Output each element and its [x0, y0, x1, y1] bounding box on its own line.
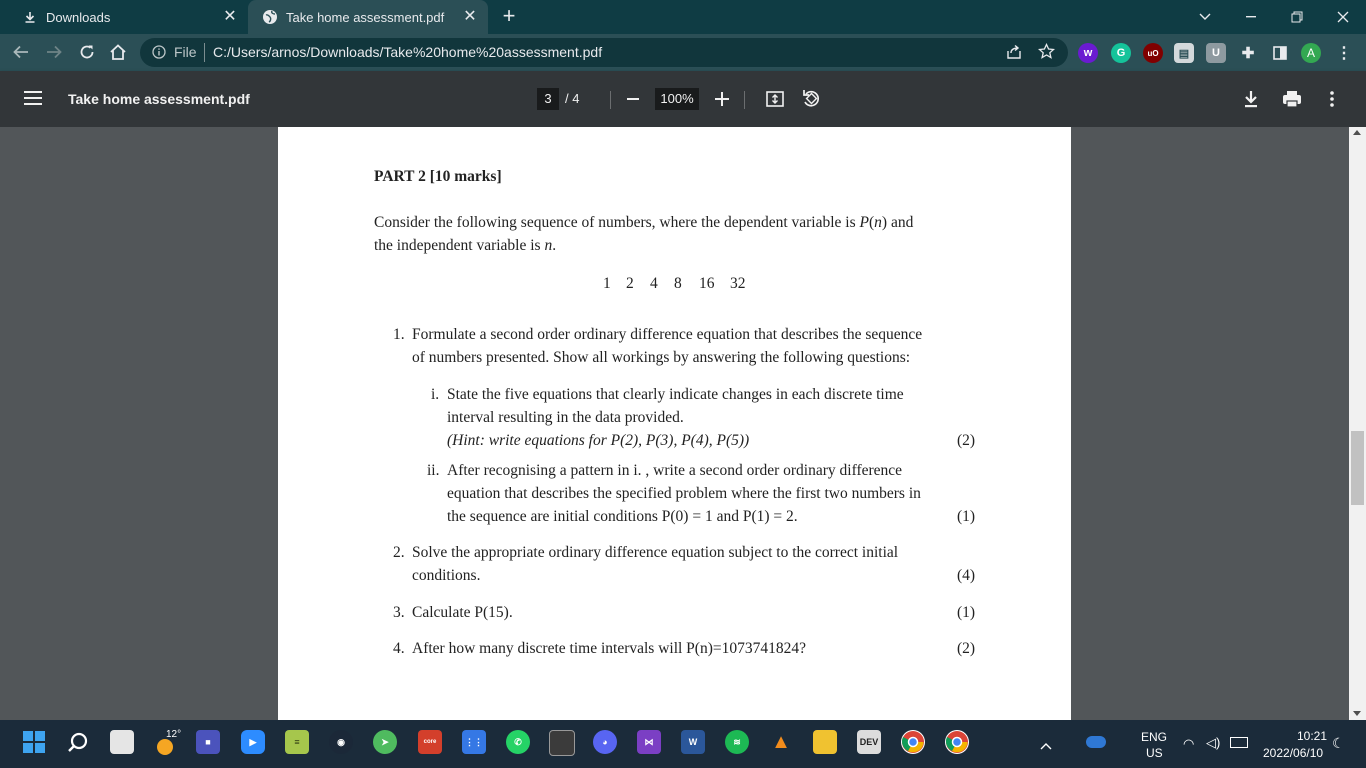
u-extension-icon[interactable]: U	[1206, 43, 1226, 63]
discord-icon[interactable]: ◕	[593, 730, 617, 754]
dev-icon[interactable]: DEV	[857, 730, 881, 754]
question-text: Calculate P(15).	[412, 604, 513, 621]
minimize-button[interactable]	[1228, 0, 1274, 34]
sequence-item: 8	[674, 275, 682, 292]
sequence-item: 16	[699, 275, 715, 292]
video-call-icon[interactable]: ■	[196, 730, 220, 754]
puzzle-icon[interactable]: ✚	[1241, 45, 1255, 62]
question-number: 1.	[393, 326, 405, 343]
calendar-icon[interactable]: ⋮⋮	[462, 730, 486, 754]
question-number: 4.	[393, 640, 405, 657]
subquestion-number: ii.	[427, 462, 440, 479]
close-window-button[interactable]	[1320, 0, 1366, 34]
clock-date[interactable]: 2022/06/10	[1263, 746, 1324, 760]
battery-icon[interactable]	[1230, 737, 1248, 748]
wifi-icon[interactable]: ◠	[1183, 736, 1195, 751]
address-bar[interactable]	[140, 38, 1068, 67]
language-indicator[interactable]: ENG	[1141, 730, 1168, 744]
reload-button[interactable]	[76, 41, 98, 63]
intro-text: Consider the following sequence of numbers, where the dependent variable is	[374, 214, 860, 231]
divider	[610, 91, 611, 109]
home-button[interactable]	[107, 41, 129, 63]
scroll-up-arrow-icon[interactable]	[1353, 130, 1361, 135]
more-options-icon[interactable]	[1324, 90, 1340, 108]
sequence-item: 2	[626, 275, 634, 292]
subquestion-text: the sequence are initial conditions P(0) = 1 and P(1) = 2.	[447, 508, 798, 525]
subquestion-text: interval resulting in the data provided.	[447, 409, 684, 426]
divider	[204, 43, 205, 62]
task-view-icon[interactable]	[110, 730, 134, 754]
feedly-icon[interactable]: ➤	[373, 730, 397, 754]
chrome-icon[interactable]	[901, 730, 925, 754]
question-text: Solve the appropriate ordinary difference equation subject to the correct initial	[412, 544, 899, 561]
tab-label: Take home assessment.pdf	[286, 9, 445, 25]
url-text[interactable]: C:/Users/arnos/Downloads/Take%20home%20assessment.pdf	[213, 44, 603, 60]
divider	[744, 91, 745, 109]
subquestion-text: After recognising a pattern in i. , write a second order ordinary difference	[447, 462, 903, 479]
steam-icon[interactable]: ◉	[329, 730, 353, 754]
tablet-icon[interactable]	[549, 730, 575, 756]
back-button[interactable]	[10, 41, 32, 63]
browser-menu-icon[interactable]: ⋮	[1336, 45, 1352, 62]
sidebar-icon[interactable]	[1270, 43, 1290, 63]
start-icon[interactable]	[22, 730, 46, 754]
bookmark-star-icon[interactable]	[1038, 43, 1055, 65]
share-icon[interactable]	[1006, 44, 1022, 65]
zoom-out-icon[interactable]	[626, 90, 640, 108]
visual-studio-icon[interactable]: ⋈	[637, 730, 661, 754]
question-text: After how many discrete time intervals will P(n)=1073741824?	[412, 640, 807, 657]
close-tab-icon[interactable]: ✕	[463, 8, 477, 25]
paren-open: (	[869, 214, 875, 231]
question-text: of numbers presented. Show all workings by answering the following questions:	[412, 349, 911, 366]
marks-label: (1)	[957, 604, 976, 621]
pdf-toolbar	[0, 71, 1366, 127]
subquestion-number: i.	[431, 386, 440, 403]
tab-label: Downloads	[46, 9, 111, 25]
sequence-item: 1	[603, 275, 611, 292]
spotify-icon[interactable]: ≋	[725, 730, 749, 754]
file-explorer-icon[interactable]	[813, 730, 837, 754]
pdf-page	[278, 127, 1071, 720]
question-text: Formulate a second order ordinary difference equation that describes the sequence	[412, 326, 923, 343]
tab-pdf[interactable]	[248, 0, 488, 34]
browser-toolbar	[0, 34, 1366, 71]
globe-icon	[262, 9, 278, 25]
wordtune-icon[interactable]: w	[1078, 43, 1098, 63]
avatar[interactable]: A	[1301, 43, 1321, 63]
ublock-icon[interactable]: uO	[1143, 43, 1163, 63]
zoom-level-input[interactable]: 100%	[655, 88, 699, 110]
info-icon[interactable]	[152, 45, 166, 59]
section-heading: PART 2 [10 marks]	[374, 168, 502, 185]
rotate-icon[interactable]	[801, 88, 822, 109]
math-p: P	[859, 214, 869, 231]
notepad-icon[interactable]: ≡	[285, 730, 309, 754]
sequence-item: 32	[730, 275, 746, 292]
intro-text: the independent variable is	[374, 237, 545, 254]
math-n: n	[874, 214, 882, 231]
keyboard-layout[interactable]: US	[1146, 746, 1163, 760]
period: .	[552, 237, 557, 254]
question-number: 3.	[393, 604, 405, 621]
page-total: / 4	[565, 91, 580, 106]
weather-temperature: 12°	[166, 729, 182, 740]
close-tab-icon[interactable]: ✕	[223, 8, 237, 25]
hint-text: (Hint: write equations for P(2), P(3), P(4), P(5))	[447, 432, 750, 449]
new-tab-button[interactable]: +	[502, 3, 516, 28]
intro-line-1	[374, 214, 913, 232]
document-title: Take home assessment.pdf	[68, 91, 250, 107]
marks-label: (2)	[957, 640, 976, 657]
search-icon[interactable]	[66, 730, 90, 754]
onedrive-icon[interactable]	[1086, 736, 1106, 748]
math-n: n	[544, 237, 553, 254]
tray-chevron-icon[interactable]	[1040, 737, 1052, 755]
vertical-scrollbar[interactable]	[1349, 127, 1366, 720]
hamburger-menu-icon[interactable]	[24, 91, 42, 105]
question-text: conditions.	[412, 567, 481, 584]
word-icon[interactable]: W	[681, 730, 705, 754]
whatsapp-icon[interactable]: ✆	[506, 730, 530, 754]
restore-button[interactable]	[1274, 0, 1320, 34]
download-icon	[22, 9, 38, 25]
question-number: 2.	[393, 544, 405, 561]
scroll-down-arrow-icon[interactable]	[1353, 711, 1361, 716]
download-icon[interactable]	[1242, 89, 1260, 109]
zoom-icon[interactable]: ▶	[241, 730, 265, 754]
chrome-profile-icon[interactable]	[945, 730, 969, 754]
notifications-icon[interactable]: ☾	[1332, 735, 1345, 751]
scheme-label: File	[174, 44, 197, 60]
windows-taskbar	[0, 720, 1366, 768]
page-number-input[interactable]: 3	[537, 88, 559, 110]
grammarly-icon[interactable]: G	[1111, 43, 1131, 63]
tab-downloads[interactable]	[8, 0, 248, 34]
volume-icon[interactable]: ◁)	[1206, 735, 1221, 750]
vlc-icon[interactable]: ▲	[771, 730, 791, 753]
tab-strip	[0, 0, 1366, 34]
scrollbar-thumb[interactable]	[1351, 431, 1364, 505]
save-icon[interactable]: ▤	[1174, 43, 1194, 63]
marks-label: (4)	[957, 567, 976, 584]
pdf-viewer[interactable]	[0, 127, 1366, 720]
forward-button[interactable]	[43, 41, 65, 63]
marks-label: (2)	[957, 432, 976, 449]
subquestion-text: State the five equations that clearly indicate changes in each discrete time	[447, 386, 904, 403]
marks-label: (1)	[957, 508, 976, 525]
sequence-item: 4	[650, 275, 658, 292]
intro-line-2	[374, 237, 556, 255]
core-icon[interactable]: core	[418, 730, 442, 754]
fit-to-page-icon[interactable]	[765, 89, 785, 109]
zoom-in-icon[interactable]	[714, 90, 730, 108]
subquestion-text: equation that describes the specified problem where the first two numbers in	[447, 485, 921, 502]
clock-time[interactable]: 10:21	[1297, 729, 1328, 743]
intro-text: ) and	[881, 214, 914, 231]
print-icon[interactable]	[1282, 89, 1302, 109]
tab-search-icon[interactable]	[1182, 0, 1228, 34]
